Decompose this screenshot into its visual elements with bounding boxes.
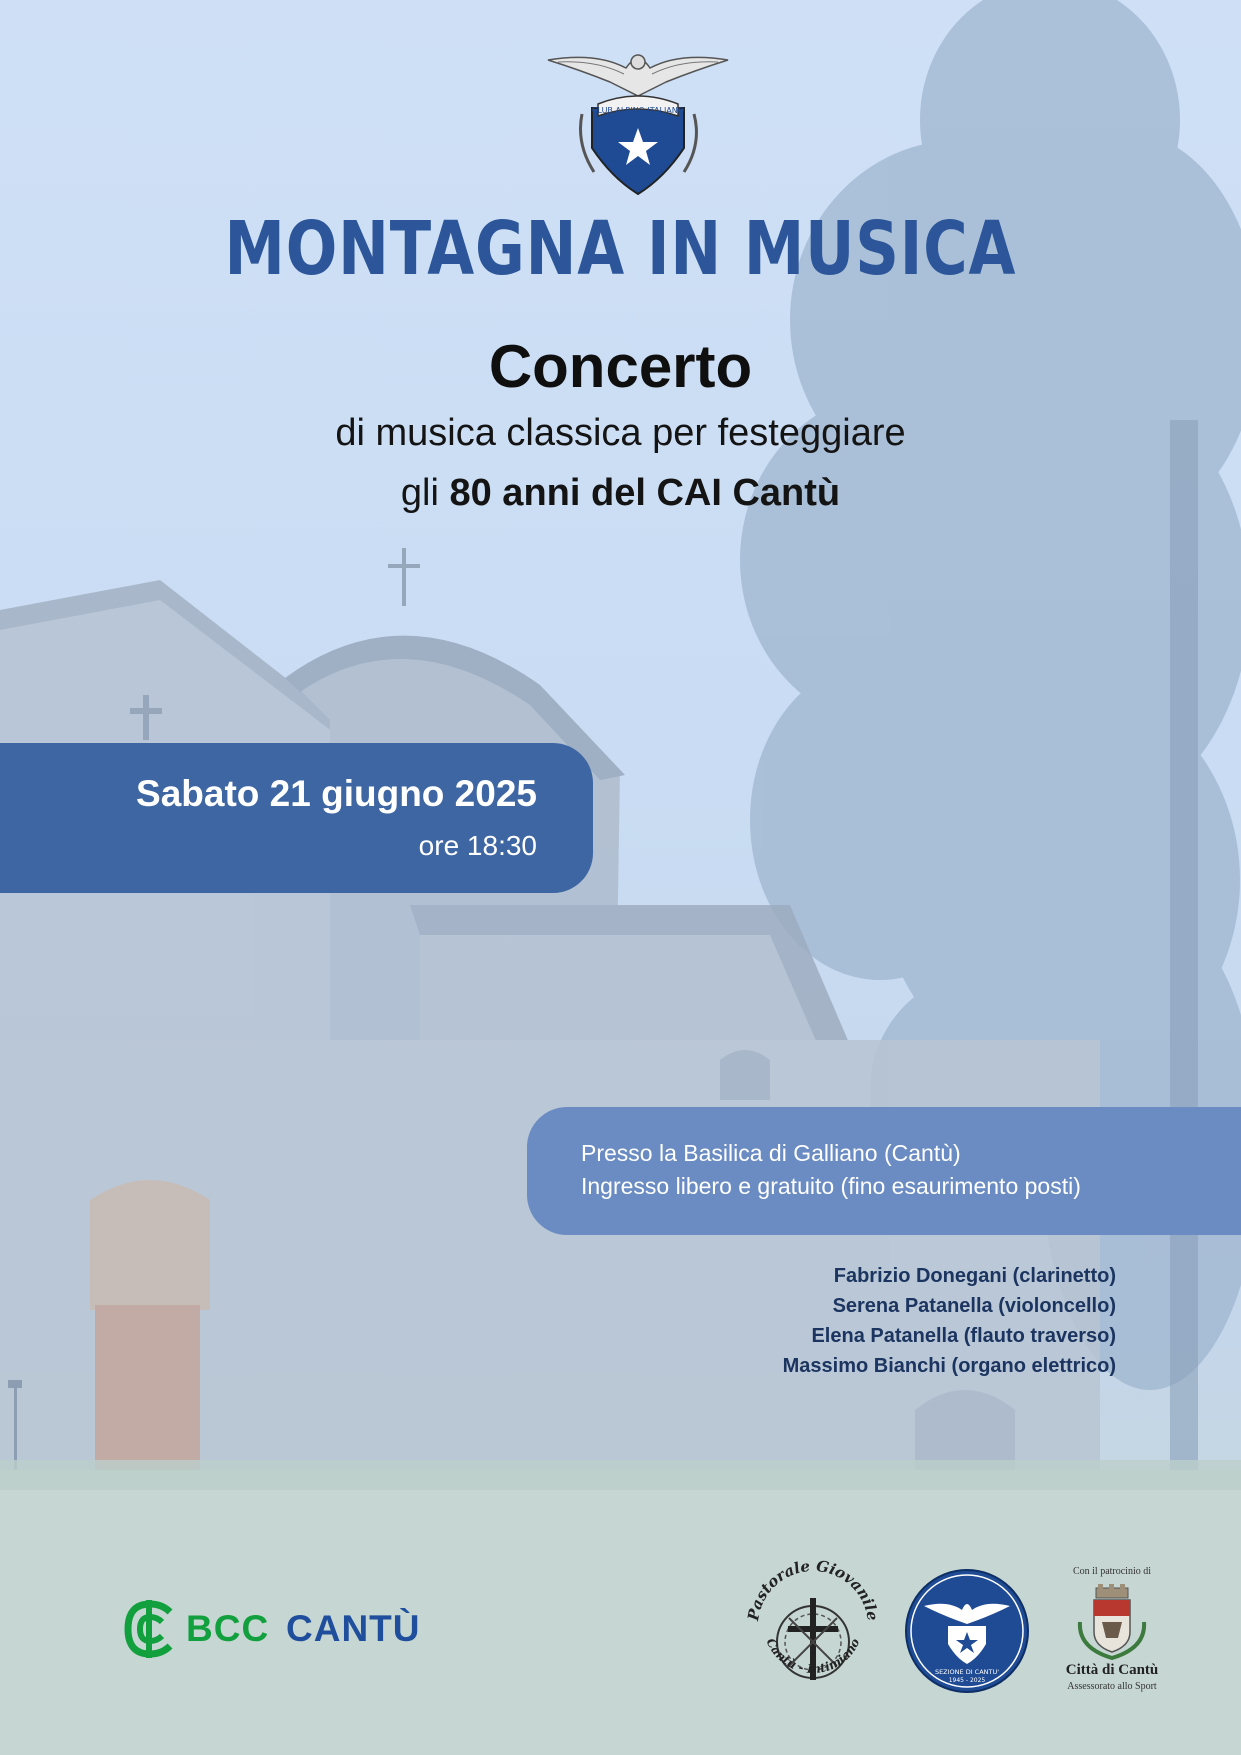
venue-panel bbox=[527, 1107, 1241, 1235]
pastorale-top-text: Pastorale Giovanile bbox=[744, 1556, 882, 1622]
venue-location: Presso la Basilica di Galliano (Cantù) bbox=[581, 1140, 961, 1166]
pastorale-giovanile-logo bbox=[744, 1556, 882, 1694]
bcc-text: BCC bbox=[186, 1608, 270, 1649]
cai-logo-text: CLUB ALPINO ITALIANO bbox=[591, 106, 685, 115]
city-crest-icon bbox=[1072, 1582, 1152, 1660]
event-time: ore 18:30 bbox=[418, 830, 537, 861]
eagle-icon bbox=[548, 55, 728, 96]
patrocinio-label: Con il patrocinio di bbox=[1072, 1566, 1152, 1577]
bcc-cantu-logo bbox=[122, 1598, 442, 1660]
performer-item: Serena Patanella (violoncello) bbox=[832, 1295, 1116, 1317]
pastorale-bottom-text: Cantù - Intimiano bbox=[763, 1636, 863, 1677]
date-panel bbox=[0, 743, 593, 893]
description-prefix: gli bbox=[400, 472, 439, 514]
performer-item: Elena Patanella (flauto traverso) bbox=[811, 1325, 1116, 1347]
shield-icon bbox=[581, 96, 697, 194]
cai-cantu-section-logo bbox=[904, 1568, 1030, 1694]
citta-di-cantu-logo bbox=[1052, 1560, 1172, 1700]
performer-item: Massimo Bianchi (organo elettrico) bbox=[782, 1355, 1116, 1377]
description-line2 bbox=[0, 472, 1241, 515]
poster-subtitle: Concerto bbox=[488, 333, 753, 400]
cai-logo bbox=[546, 48, 730, 198]
venue-entry: Ingresso libero e gratuito (fino esaurimento posti) bbox=[581, 1173, 1081, 1199]
cai-section-text: SEZIONE DI CANTU' bbox=[934, 1668, 1000, 1676]
performer-item: Fabrizio Donegani (clarinetto) bbox=[833, 1265, 1116, 1287]
event-date: Sabato 21 giugno 2025 bbox=[136, 773, 537, 814]
description-highlight: 80 anni del CAI Cantù bbox=[449, 472, 841, 514]
citta-name: Città di Cantù bbox=[1065, 1662, 1159, 1678]
poster-title: MONTAGNA IN MUSICA bbox=[224, 206, 1017, 292]
cantu-text: CANTÙ bbox=[286, 1608, 421, 1649]
description-line1: di musica classica per festeggiare bbox=[335, 412, 906, 454]
assessorato-label: Assessorato allo Sport bbox=[1067, 1681, 1157, 1692]
cai-years-text: 1945 - 2025 bbox=[948, 1677, 986, 1684]
performers-list bbox=[783, 1261, 1116, 1381]
bcc-icon bbox=[122, 1600, 178, 1658]
